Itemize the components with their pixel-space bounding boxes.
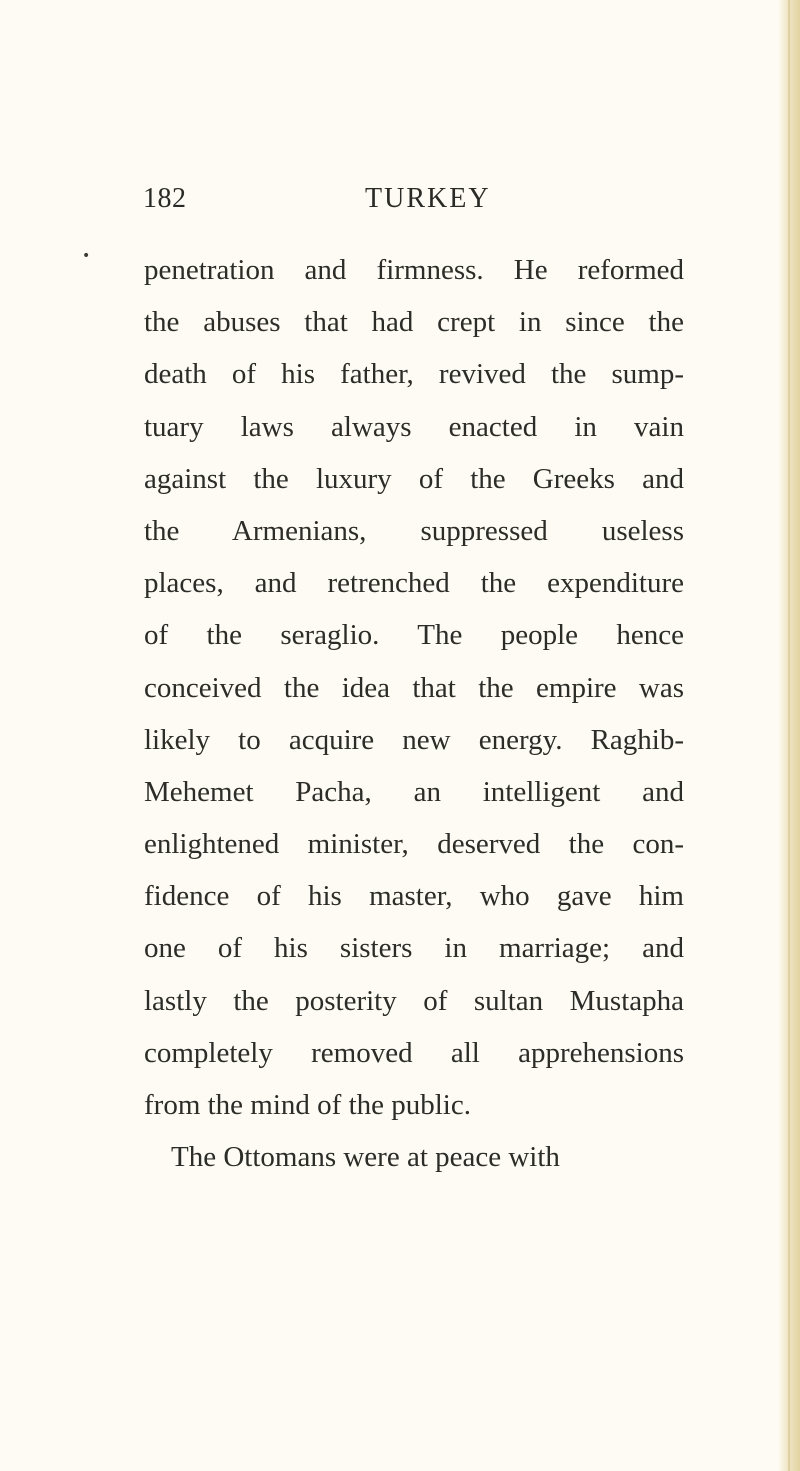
text-line: enlightened minister, deserved the con-	[144, 828, 684, 861]
text-line-content: The Ottomans were at peace with	[171, 1141, 560, 1174]
text-line: penetration and firmness. He reformed	[144, 254, 684, 286]
text-line: places, and retrenched the expenditure	[144, 567, 684, 600]
text-line: conceived the idea that the empire was	[144, 671, 684, 704]
text-line: the abuses that had crept in since the	[144, 306, 684, 339]
text-line: lastly the posterity of sultan Mustapha	[144, 984, 684, 1017]
text-line: completely removed all apprehensions	[144, 1036, 684, 1069]
text-line: against the luxury of the Greeks and	[144, 462, 684, 495]
page-header	[143, 183, 763, 223]
text-line: death of his father, revived the sump-	[144, 358, 684, 391]
text-line: the Armenians, suppressed useless	[144, 514, 684, 547]
running-head: TURKEY	[365, 183, 491, 214]
text-line: Mehemet Pacha, an intelligent and	[144, 775, 684, 808]
page-number: 182	[143, 183, 187, 214]
text-line: fidence of his master, who gave him	[144, 880, 684, 913]
text-line: one of his sisters in marriage; and	[144, 932, 684, 965]
text-line: likely to acquire new energy. Raghib-	[144, 723, 684, 756]
text-line: of the seraglio. The people hence	[144, 619, 684, 652]
text-line: tuary laws always enacted in vain	[144, 410, 684, 443]
text-line-new-paragraph	[144, 1131, 684, 1183]
margin-mark: •	[82, 248, 91, 264]
body-paragraph	[144, 244, 684, 1183]
page-edge-line	[788, 0, 790, 1471]
text-line: from the mind of the public.	[144, 1089, 471, 1121]
